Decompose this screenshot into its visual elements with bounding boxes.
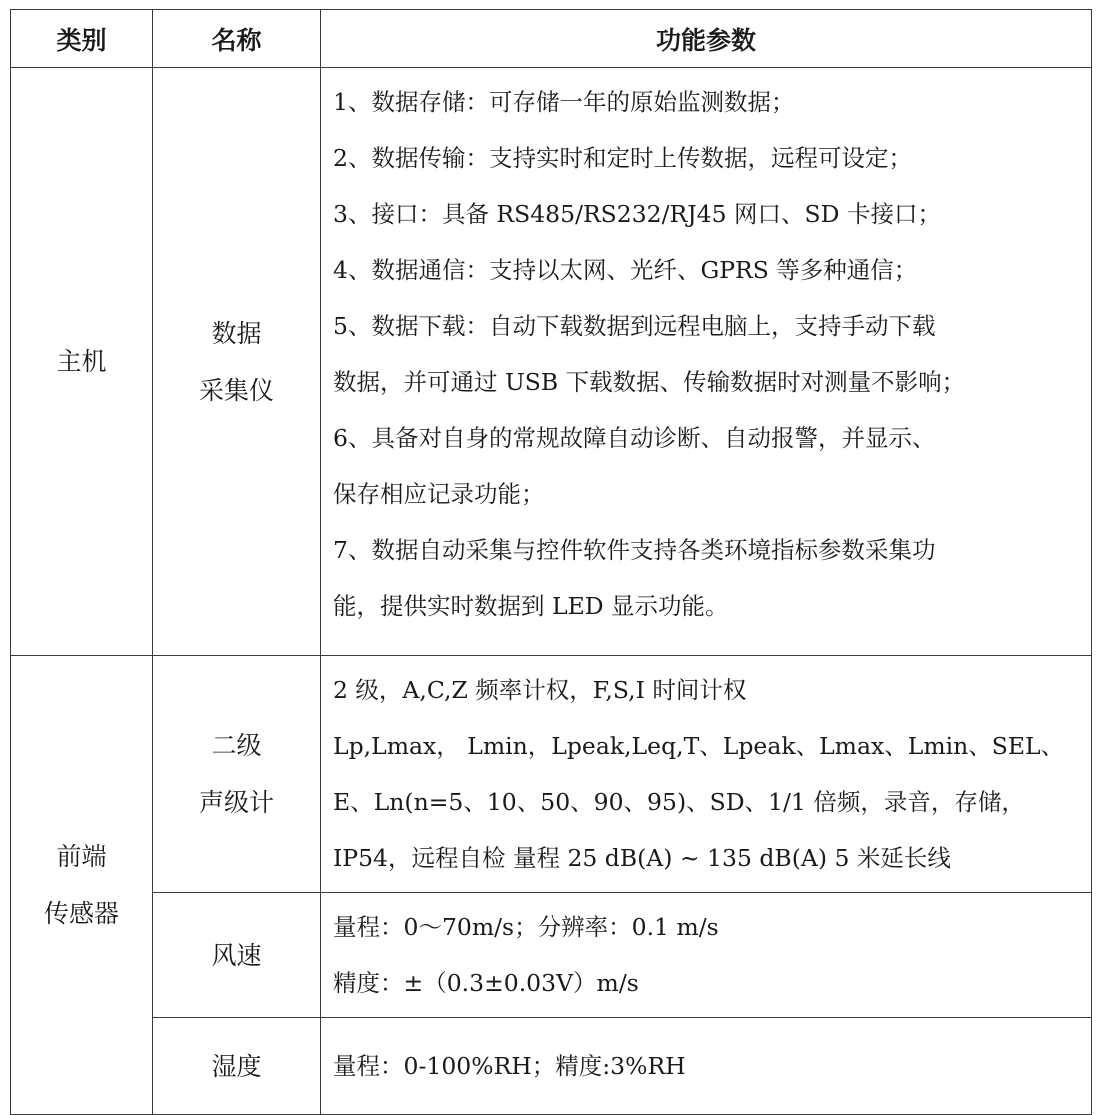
function-line: IP54，远程自检 量程 25 dB(A) ~ 135 dB(A) 5 米延长线 [333, 844, 951, 872]
function-line: Lp,Lmax， Lmin，Lpeak,Leq,T、Lpeak、Lmax、Lmin、SEL、 [333, 732, 1065, 760]
header-function: 功能参数 [321, 10, 1092, 68]
function-line: 3、接口：具备 RS485/RS232/RJ45 网口、SD 卡接口； [333, 200, 941, 228]
name-line: 数据 [211, 318, 262, 348]
name-label: 风速 [211, 940, 262, 970]
category-line: 传感器 [43, 899, 119, 928]
category-line: 前端 [56, 842, 107, 871]
table-row [11, 1018, 1092, 1115]
name-cell [153, 656, 321, 893]
function-line: 1、数据存储：可存储一年的原始监测数据； [333, 88, 795, 116]
name-line: 声级计 [198, 788, 274, 817]
category-cell [11, 68, 153, 656]
name-cell [153, 1018, 321, 1115]
function-line: 6、具备对自身的常规故障自动诊断、自动报警，并显示、 [333, 424, 936, 452]
function-line: 数据，并可通过 USB 下载数据、传输数据时对测量不影响； [333, 368, 966, 396]
table-row [11, 68, 1092, 656]
header-name: 名称 [153, 10, 321, 68]
function-line: 量程：0～70m/s；分辨率：0.1 m/s [333, 913, 719, 941]
function-line: 2、数据传输：支持实时和定时上传数据，远程可设定； [333, 144, 912, 172]
function-line: 量程：0-100%RH；精度:3%RH [333, 1052, 686, 1080]
function-cell [321, 656, 1092, 893]
function-line: 7、数据自动采集与控件软件支持各类环境指标参数采集功 [333, 536, 936, 564]
function-cell [321, 68, 1092, 656]
name-line: 采集仪 [198, 375, 274, 405]
function-line: 2 级，A,C,Z 频率计权，F,S,I 时间计权 [333, 676, 747, 704]
function-line: 4、数据通信：支持以太网、光纤、GPRS 等多种通信； [333, 256, 918, 284]
spec-table [10, 9, 1092, 1115]
header-category: 类别 [11, 10, 153, 68]
name-line: 二级 [211, 731, 262, 760]
function-line: E、Ln(n=5、10、50、90、95)、SD、1/1 倍频，录音，存储， [333, 788, 1025, 816]
function-line: 能，提供实时数据到 LED 显示功能。 [333, 592, 729, 620]
function-cell [321, 893, 1092, 1018]
function-line: 保存相应记录功能； [333, 480, 545, 508]
category-label: 主机 [56, 347, 107, 376]
header-row [11, 10, 1092, 68]
category-cell [11, 656, 153, 1115]
name-cell [153, 893, 321, 1018]
name-label: 湿度 [211, 1051, 262, 1081]
name-cell [153, 68, 321, 656]
function-line: 5、数据下载：自动下载数据到远程电脑上，支持手动下载 [333, 312, 936, 340]
table-row [11, 893, 1092, 1018]
table-row [11, 656, 1092, 893]
function-line: 精度：±（0.3±0.03V）m/s [333, 969, 639, 997]
function-cell [321, 1018, 1092, 1115]
